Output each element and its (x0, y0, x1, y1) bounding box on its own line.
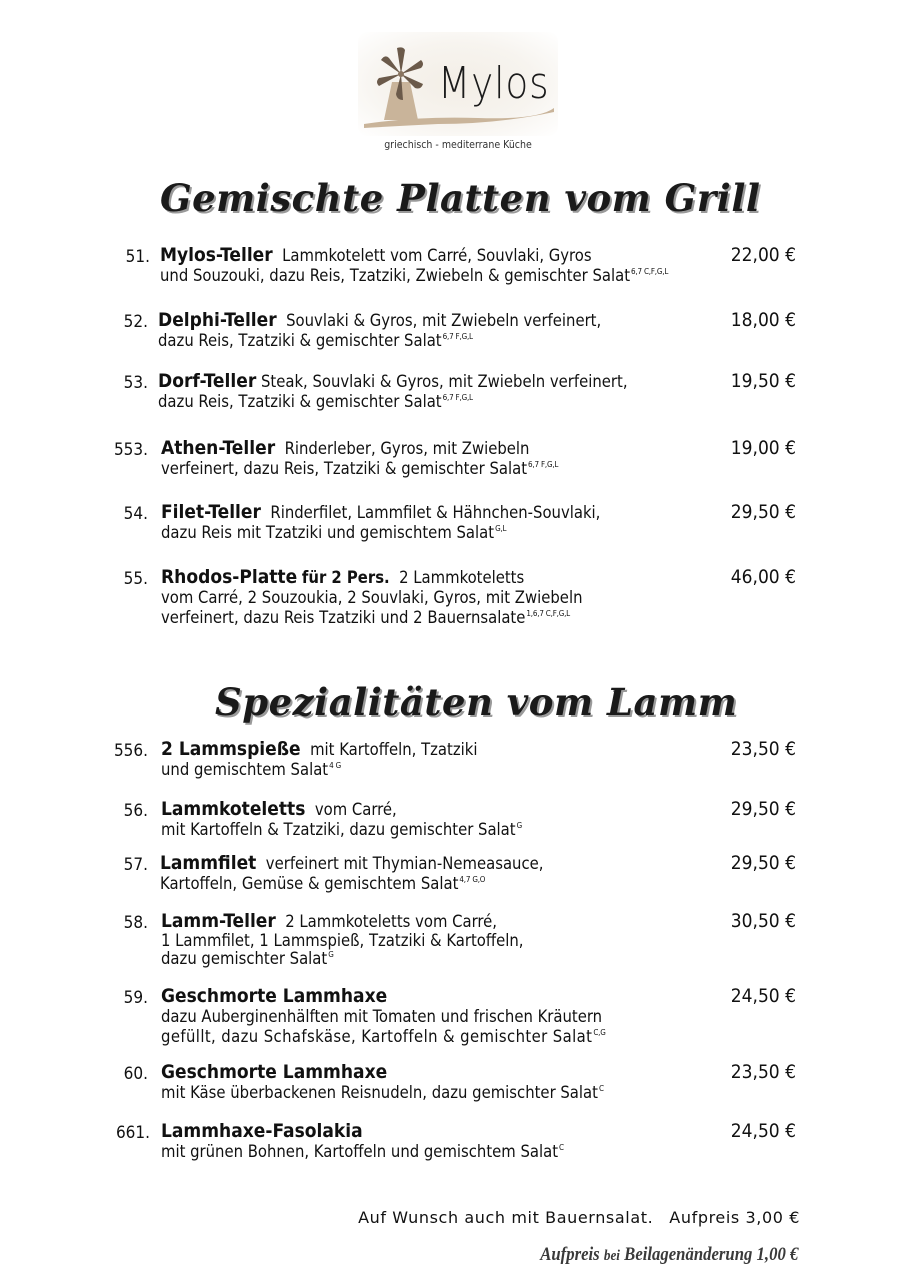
item-name: Athen-Teller (161, 437, 276, 459)
item-number: 56. (123, 801, 148, 821)
surcharge-label: Aufpreis (539, 1244, 600, 1265)
item-description: dazu Auberginenhälften mit Tomaten und frischen Kräutern (161, 1007, 603, 1026)
logo-tagline: griechisch - mediterrane Küche (384, 139, 532, 151)
item-number: 57. (123, 855, 148, 875)
item-description: Kartoffeln, Gemüse & gemischtem Salat (160, 874, 459, 893)
item-description: mit Kartoffeln, Tzatziki (310, 740, 478, 759)
allergen-codes: 6,7 F,G,L (442, 393, 473, 402)
item-description: Rinderleber, Gyros, mit Zwiebeln (284, 439, 530, 458)
item-number: 53. (123, 373, 148, 393)
allergen-codes: 1,6,7 C,F,G,L (526, 609, 570, 618)
allergen-codes: 6,7 C,F,G,L (631, 267, 669, 276)
section-title-lamb: Spezialitäten vom Lamm (215, 680, 738, 724)
section-title-grill: Gemischte Platten vom Grill (160, 176, 761, 220)
item-price: 30,50 € (730, 910, 796, 932)
item-name: Dorf-Teller (158, 370, 257, 392)
item-price: 29,50 € (730, 852, 796, 874)
item-price: 19,00 € (730, 437, 796, 459)
item-description: dazu Reis, Tzatziki & gemischter Salat (158, 392, 442, 411)
item-description: 1 Lammfilet, 1 Lammspieß, Tzatziki & Kartoffeln, (161, 931, 524, 950)
item-number: 661. (115, 1123, 150, 1143)
item-description: und Souzouki, dazu Reis, Tzatziki, Zwiebeln & gemischter Salat (160, 266, 631, 285)
item-description: Lammkotelett vom Carré, Souvlaki, Gyros (282, 246, 592, 265)
item-description: vom Carré, 2 Souzoukia, 2 Souvlaki, Gyros, mit Zwiebeln (161, 588, 583, 607)
item-name: Delphi-Teller (158, 309, 277, 331)
item-description: Steak, Souvlaki & Gyros, mit Zwiebeln verfeinert, (260, 372, 628, 391)
item-price: 23,50 € (730, 1061, 796, 1083)
item-price: 46,00 € (730, 566, 796, 588)
item-number: 52. (123, 312, 148, 332)
allergen-codes: 6,7 F,G,L (442, 332, 473, 341)
item-number: 553. (113, 440, 148, 460)
note-text: Auf Wunsch auch mit Bauernsalat. (358, 1208, 654, 1227)
item-name: Lammfilet (160, 852, 257, 874)
note-price: Aufpreis 3,00 € (669, 1208, 800, 1227)
item-description: 2 Lammkoteletts vom Carré, (285, 912, 497, 931)
side-change-surcharge (540, 1244, 798, 1266)
item-price: 19,50 € (730, 370, 796, 392)
item-number: 58. (123, 913, 148, 933)
item-name: Filet-Teller (161, 501, 261, 523)
item-description: vom Carré, (314, 800, 397, 819)
allergen-codes: 6,7 F,G,L (528, 460, 559, 469)
allergen-codes: G,L (495, 524, 507, 533)
item-description: dazu gemischter Salat (161, 949, 328, 968)
item-number: 54. (123, 504, 148, 524)
item-description: mit grünen Bohnen, Kartoffeln und gemischtem Salat (161, 1142, 559, 1161)
item-description: verfeinert, dazu Reis, Tzatziki & gemischter Salat (161, 459, 528, 478)
item-description: gefüllt, dazu Schafskäse, Kartoffeln & gemischter Salat (161, 1027, 593, 1046)
item-price: 18,00 € (730, 309, 796, 331)
item-price: 29,50 € (730, 501, 796, 523)
farmer-salad-note (358, 1208, 800, 1227)
item-description: verfeinert, dazu Reis Tzatziki und 2 Bauernsalate (161, 608, 526, 627)
item-description: 2 Lammkoteletts (399, 568, 525, 587)
item-description: Rinderfilet, Lammfilet & Hähnchen-Souvlaki, (270, 503, 601, 522)
item-number: 59. (123, 988, 148, 1008)
allergen-codes: 4 G (329, 761, 341, 770)
logo-wordmark: Mylos (438, 58, 550, 109)
item-price: 24,50 € (730, 1120, 796, 1142)
item-name: Geschmorte Lammhaxe (161, 1061, 388, 1083)
item-number: 55. (123, 569, 148, 589)
item-description: Souvlaki & Gyros, mit Zwiebeln verfeinert, (286, 311, 602, 330)
allergen-codes: C (559, 1143, 564, 1152)
item-portion-note: für 2 Pers. (301, 568, 390, 587)
item-name: Lammhaxe-Fasolakia (161, 1120, 363, 1142)
item-name: 2 Lammspieße (161, 738, 301, 760)
item-number: 556. (113, 741, 148, 761)
item-name: Rhodos-Platte (161, 566, 298, 588)
item-number: 51. (125, 247, 150, 267)
allergen-codes: G (328, 950, 334, 959)
item-description: mit Käse überbackenen Reisnudeln, dazu gemischter Salat (161, 1083, 598, 1102)
allergen-codes: C,G (593, 1028, 606, 1037)
allergen-codes: G (516, 821, 522, 830)
item-name: Mylos-Teller (160, 244, 273, 266)
item-name: Lammkoteletts (161, 798, 306, 820)
item-description: dazu Reis mit Tzatziki und gemischtem Salat (161, 523, 495, 542)
item-description: verfeinert mit Thymian-Nemeasauce, (265, 854, 544, 873)
item-name: Geschmorte Lammhaxe (161, 985, 388, 1007)
item-description: dazu Reis, Tzatziki & gemischter Salat (158, 331, 442, 350)
item-price: 24,50 € (730, 985, 796, 1007)
item-price: 23,50 € (730, 738, 796, 760)
allergen-codes: C (598, 1084, 604, 1093)
item-price: 29,50 € (730, 798, 796, 820)
restaurant-logo (358, 32, 558, 154)
item-price: 22,00 € (730, 244, 796, 266)
item-name: Lamm-Teller (161, 910, 276, 932)
surcharge-connector: bei (603, 1248, 620, 1264)
item-description: mit Kartoffeln & Tzatziki, dazu gemischter Salat (161, 820, 516, 839)
allergen-codes: 4,7 G,O (459, 875, 486, 884)
surcharge-detail: Beilagenänderung 1,00 € (623, 1244, 798, 1265)
item-number: 60. (123, 1064, 148, 1084)
item-description: und gemischtem Salat (161, 760, 329, 779)
